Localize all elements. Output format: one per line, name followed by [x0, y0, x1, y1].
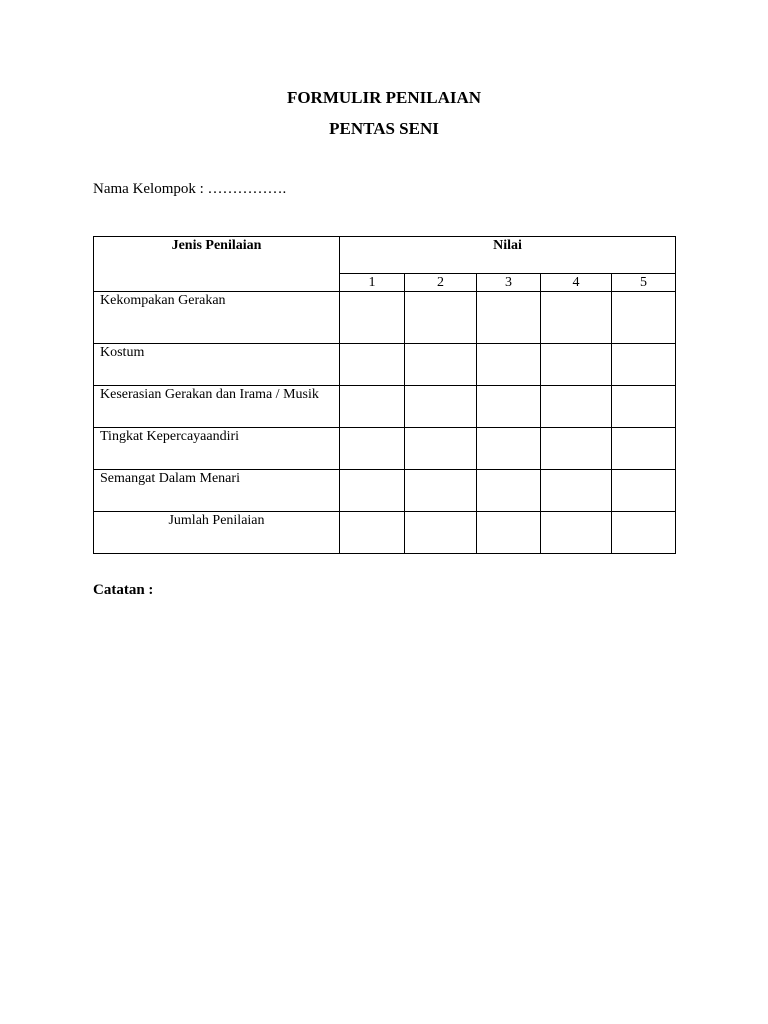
score-cell[interactable]: [541, 292, 612, 344]
table-row: [94, 428, 676, 470]
score-column-5: 5: [612, 274, 676, 292]
header-score: Nilai: [340, 237, 676, 274]
total-label: Jumlah Penilaian: [94, 512, 340, 554]
score-cell[interactable]: [405, 292, 477, 344]
score-cell[interactable]: [612, 292, 676, 344]
total-score-cell[interactable]: [405, 512, 477, 554]
document-title: FORMULIR PENILAIAN: [286, 88, 482, 107]
table-row: [94, 386, 676, 428]
score-cell[interactable]: [541, 470, 612, 512]
score-cell[interactable]: [541, 428, 612, 470]
table-row: [94, 470, 676, 512]
score-cell[interactable]: [340, 386, 405, 428]
score-cell[interactable]: [541, 344, 612, 386]
score-cell[interactable]: [477, 386, 541, 428]
score-cell[interactable]: [405, 470, 477, 512]
score-cell[interactable]: [612, 428, 676, 470]
total-score-cell[interactable]: [477, 512, 541, 554]
criteria-label: Keserasian Gerakan dan Irama / Musik: [94, 386, 340, 428]
score-cell[interactable]: [405, 344, 477, 386]
assessment-table: [93, 236, 676, 554]
total-score-cell[interactable]: [541, 512, 612, 554]
score-cell[interactable]: [477, 292, 541, 344]
document-subtitle: PENTAS SENI: [329, 119, 439, 138]
total-score-cell[interactable]: [340, 512, 405, 554]
table-header-row: [94, 237, 676, 274]
score-cell[interactable]: [477, 470, 541, 512]
table-row: [94, 344, 676, 386]
score-cell[interactable]: [340, 470, 405, 512]
score-cell[interactable]: [405, 428, 477, 470]
score-cell[interactable]: [477, 344, 541, 386]
score-cell[interactable]: [340, 428, 405, 470]
total-score-cell[interactable]: [612, 512, 676, 554]
score-cell[interactable]: [612, 470, 676, 512]
criteria-label: Kekompakan Gerakan: [94, 292, 340, 344]
header-criteria: Jenis Penilaian: [94, 237, 340, 292]
score-cell[interactable]: [477, 428, 541, 470]
score-column-2: 2: [405, 274, 477, 292]
notes-label: Catatan :: [93, 582, 154, 598]
score-cell[interactable]: [612, 344, 676, 386]
score-cell[interactable]: [541, 386, 612, 428]
criteria-label: Semangat Dalam Menari: [94, 470, 340, 512]
score-cell[interactable]: [340, 292, 405, 344]
total-row: [94, 512, 676, 554]
table-row: [94, 292, 676, 344]
score-cell[interactable]: [405, 386, 477, 428]
group-name-line: Nama Kelompok : …………….: [93, 181, 287, 197]
score-column-1: 1: [340, 274, 405, 292]
score-column-4: 4: [541, 274, 612, 292]
criteria-label: Tingkat Kepercayaandiri: [94, 428, 340, 470]
score-cell[interactable]: [340, 344, 405, 386]
score-cell[interactable]: [612, 386, 676, 428]
criteria-label: Kostum: [94, 344, 340, 386]
score-column-3: 3: [477, 274, 541, 292]
